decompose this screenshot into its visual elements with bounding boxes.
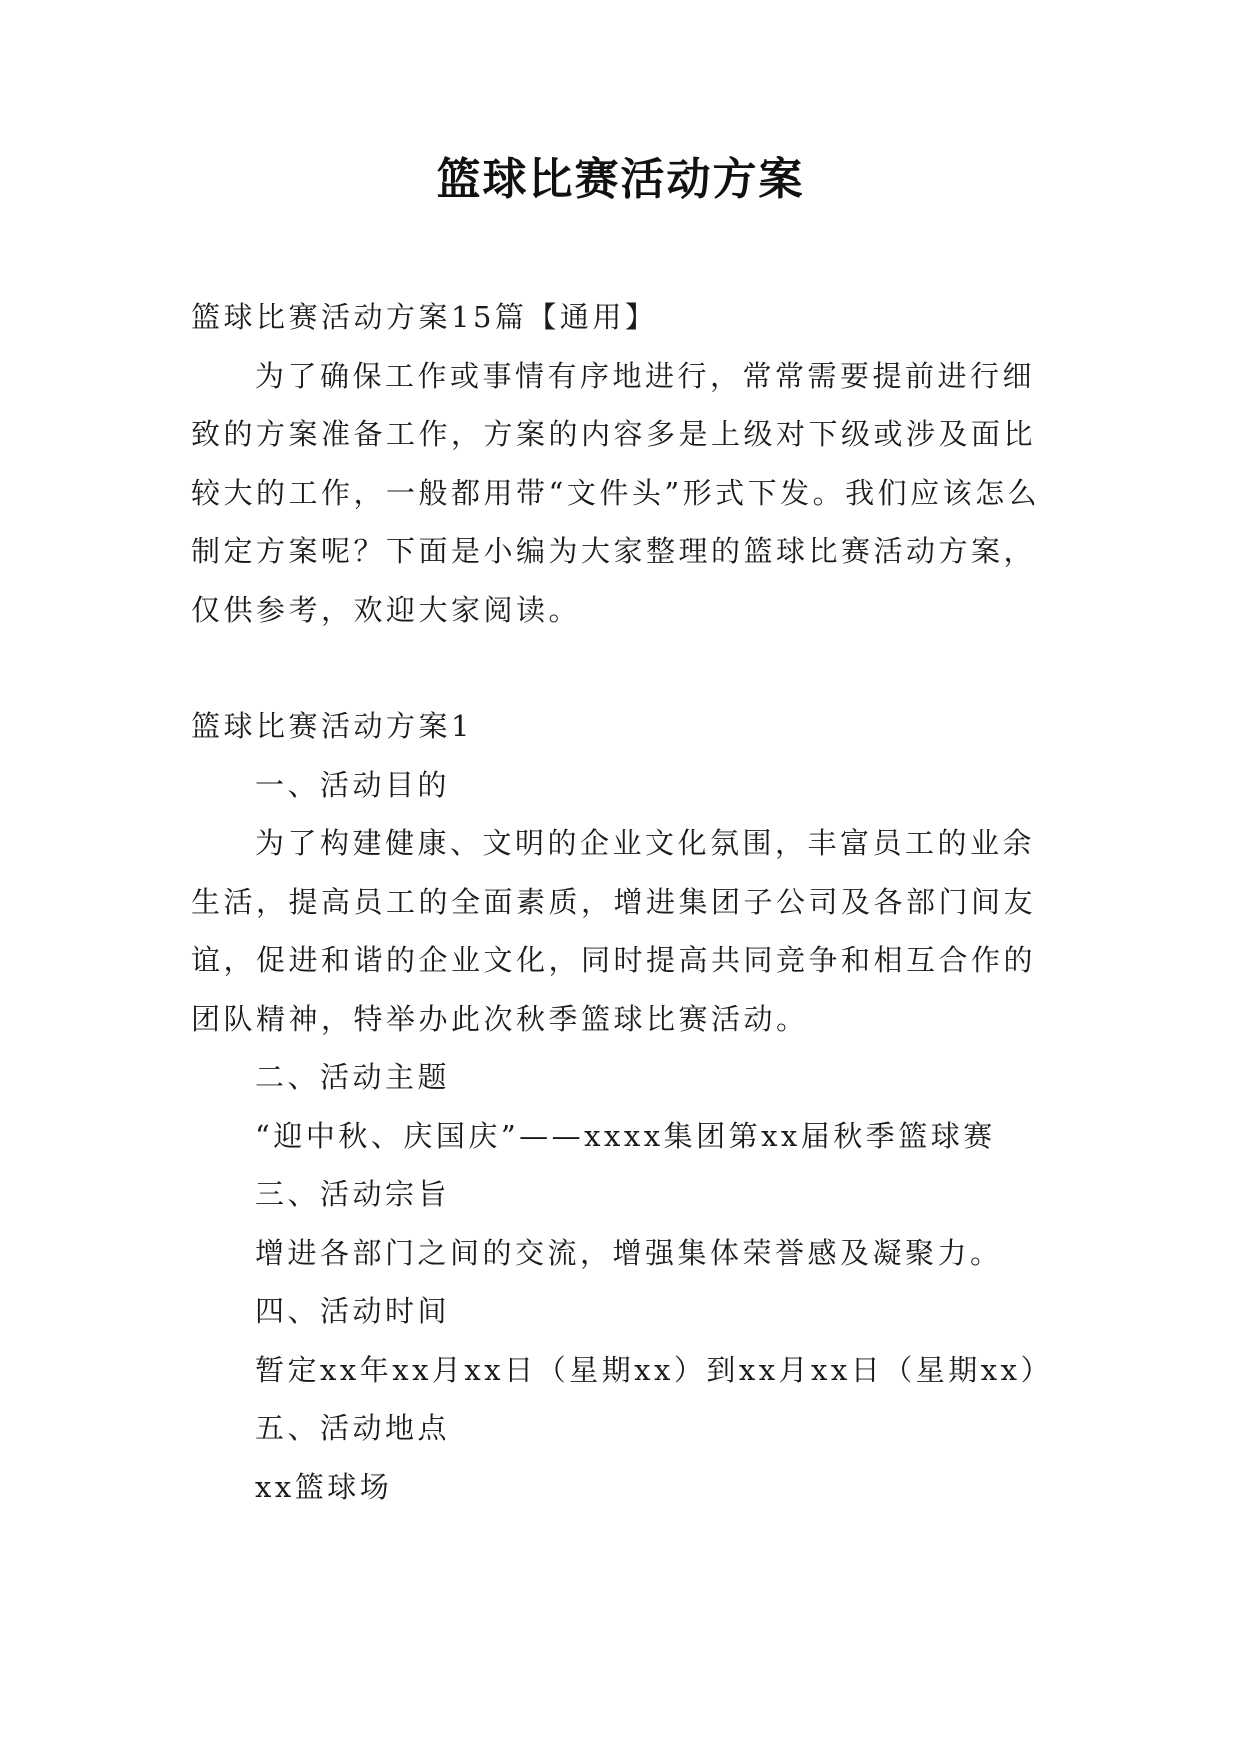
spacer: [191, 639, 1051, 697]
theme-paragraph: “迎中秋、庆国庆”——xxxx集团第xx届秋季篮球赛: [255, 1118, 996, 1153]
section-title: 篮球比赛活动方案1: [191, 709, 473, 743]
section-heading-time: 四、活动时间: [255, 1294, 451, 1328]
section-heading-purpose: 一、活动目的: [255, 767, 451, 802]
section-heading-aim: 三、活动宗旨: [255, 1177, 451, 1211]
document-title: 篮球比赛活动方案: [436, 154, 805, 205]
time-paragraph: 暂定xx年xx月xx日（星期xx）到xx月xx日（星期xx）: [255, 1352, 1053, 1387]
purpose-paragraph: 为了构建健康、文明的企业文化氛围，丰富员工的业余生活，提高员工的全面素质，增进集团子公司及各部门间友谊，促进和谐的企业文化，同时提高共同竞争和相互合作的团队精神，特举办此次秋季篮球比赛活动。: [191, 826, 1037, 1036]
section-heading-location: 五、活动地点: [255, 1411, 451, 1445]
section-heading-theme: 二、活动主题: [255, 1060, 451, 1094]
location-paragraph: xx篮球场: [255, 1469, 393, 1504]
document-body: [191, 288, 1051, 1516]
intro-paragraph: 为了确保工作或事情有序地进行，常常需要提前进行细致的方案准备工作，方案的内容多是上级对下级或涉及面比较大的工作，一般都用带“文件头”形式下发。我们应该怎么制定方案呢？下面是小编为大家整理的篮球比赛活动方案，仅供参考，欢迎大家阅读。: [191, 358, 1041, 627]
aim-paragraph: 增进各部门之间的交流，增强集体荣誉感及凝聚力。: [255, 1235, 1003, 1270]
main-heading: 篮球比赛活动方案15篇【通用】: [191, 300, 658, 334]
